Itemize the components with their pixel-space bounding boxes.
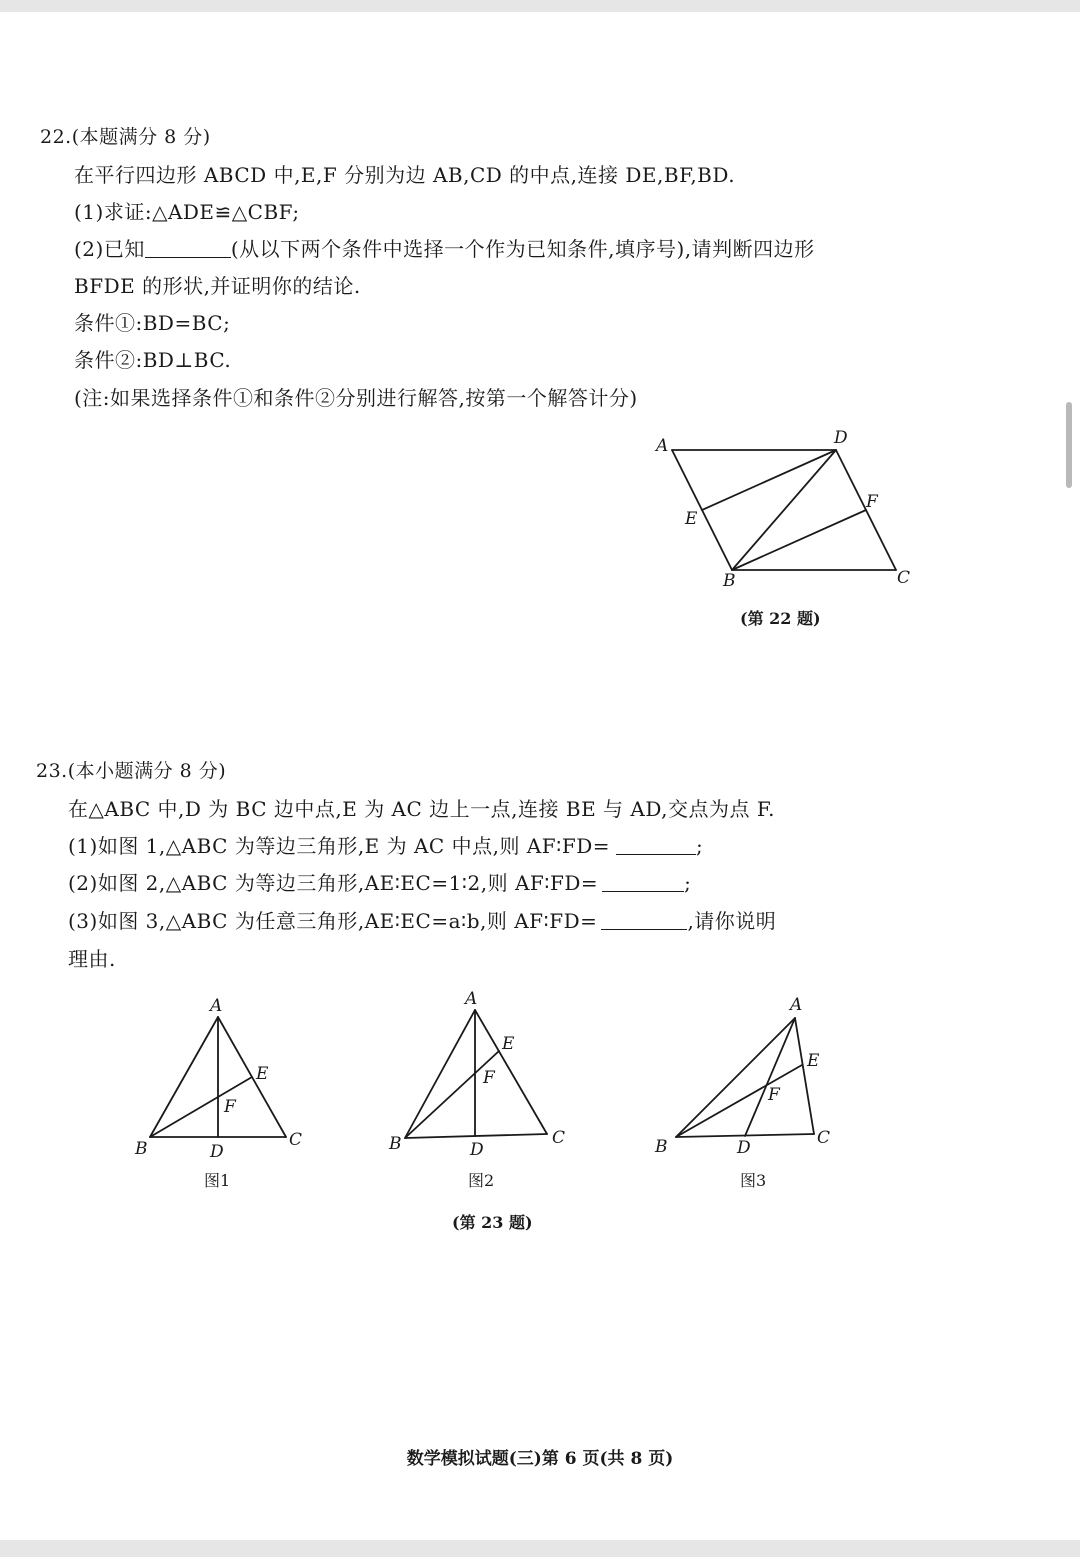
q22-figure-caption: (第 22 题) (740, 609, 821, 628)
bottom-border (0, 1540, 1080, 1557)
q22-parallelogram-figure (640, 420, 930, 605)
segment-BE (676, 1065, 802, 1137)
q23-part1-end: ; (696, 834, 704, 858)
q22-part2-prefix: (2)已知 (74, 237, 145, 261)
q23-part3-answer-blank[interactable] (601, 911, 687, 930)
q23-part2-answer-blank[interactable] (602, 873, 684, 892)
q23-figure-2 (385, 985, 575, 1160)
q22-part2-line (74, 236, 815, 262)
point-label-A: A (790, 995, 803, 1015)
point-label-C: C (897, 568, 911, 588)
segment-BF (732, 510, 866, 570)
page-footer: 数学模拟试题(三)第 6 页(共 8 页) (406, 1449, 674, 1469)
q23-header: 23.(本小题满分 8 分) (36, 760, 227, 782)
point-label-A: A (210, 996, 223, 1016)
q23-part3-text: (3)如图 3,△ABC 为任意三角形,AE∶EC=a∶b,则 AF∶FD= (68, 909, 598, 933)
point-label-C: C (552, 1128, 566, 1148)
point-label-A: A (656, 436, 669, 456)
q22-condition-1: 条件①:BD=BC; (74, 311, 231, 335)
q23-part1-answer-blank[interactable] (616, 836, 696, 855)
segment-AB (405, 1010, 475, 1138)
segment-BE (405, 1051, 499, 1138)
q23-part3-end: ,请你说明 (687, 909, 777, 933)
q23-part2-end: ; (684, 871, 692, 895)
q23-part3-continued: 理由. (68, 947, 116, 971)
segment-BC (405, 1134, 547, 1138)
q23-part3-line (68, 908, 776, 934)
figure-3-label: 图3 (740, 1171, 767, 1190)
point-label-B: B (389, 1134, 402, 1154)
point-label-E: E (256, 1064, 269, 1084)
point-label-F: F (866, 492, 878, 512)
top-border (0, 0, 1080, 12)
q23-stem: 在△ABC 中,D 为 BC 边中点,E 为 AC 边上一点,连接 BE 与 AD,交点为点 F. (68, 797, 775, 821)
scrollbar-thumb[interactable] (1066, 402, 1072, 488)
point-label-E: E (685, 509, 698, 529)
point-label-B: B (135, 1139, 148, 1159)
q22-stem: 在平行四边形 ABCD 中,E,F 分别为边 AB,CD 的中点,连接 DE,BF,BD. (74, 163, 736, 187)
q23-figure-1 (130, 990, 320, 1160)
q23-part2-text: (2)如图 2,△ABC 为等边三角形,AE∶EC=1∶2,则 AF∶FD= (68, 871, 599, 895)
point-label-D: D (834, 428, 848, 448)
figure-2-label: 图2 (468, 1171, 495, 1190)
figure-1-label: 图1 (204, 1171, 231, 1190)
point-label-F: F (483, 1068, 495, 1088)
point-label-B: B (655, 1137, 668, 1157)
point-label-E: E (502, 1034, 515, 1054)
q23-figure-3 (650, 990, 845, 1160)
point-label-E: E (807, 1051, 820, 1071)
point-label-C: C (817, 1128, 831, 1148)
point-label-C: C (289, 1130, 303, 1150)
q22-answer-blank[interactable] (145, 239, 231, 258)
q22-note: (注:如果选择条件①和条件②分别进行解答,按第一个解答计分) (74, 386, 638, 410)
segment-AB (676, 1018, 795, 1137)
q23-part2-line (68, 870, 691, 896)
point-label-D: D (210, 1142, 224, 1162)
point-label-D: D (737, 1138, 751, 1158)
q22-part2-continued: BFDE 的形状,并证明你的结论. (74, 274, 361, 298)
point-label-A: A (465, 989, 478, 1009)
segment-DE (702, 450, 836, 510)
q22-condition-2: 条件②:BD⊥BC. (74, 348, 232, 372)
segment-AB (150, 1017, 218, 1137)
point-label-F: F (768, 1085, 780, 1105)
segment-BE (150, 1077, 252, 1137)
q23-part1-text: (1)如图 1,△ABC 为等边三角形,E 为 AC 中点,则 AF∶FD= (68, 834, 611, 858)
q23-part1-line (68, 833, 703, 859)
q23-figure-caption: (第 23 题) (452, 1213, 533, 1232)
q22-part2-instruction: (从以下两个条件中选择一个作为已知条件,填序号),请判断四边形 (230, 237, 815, 261)
point-label-D: D (470, 1140, 484, 1160)
segment-AC (795, 1018, 814, 1134)
segment-AD (745, 1018, 795, 1136)
q22-part1: (1)求证:△ADE≌△CBF; (74, 200, 300, 224)
segment-BD (732, 450, 836, 570)
point-label-B: B (723, 571, 736, 591)
q22-header: 22.(本题满分 8 分) (40, 126, 211, 148)
point-label-F: F (224, 1097, 236, 1117)
